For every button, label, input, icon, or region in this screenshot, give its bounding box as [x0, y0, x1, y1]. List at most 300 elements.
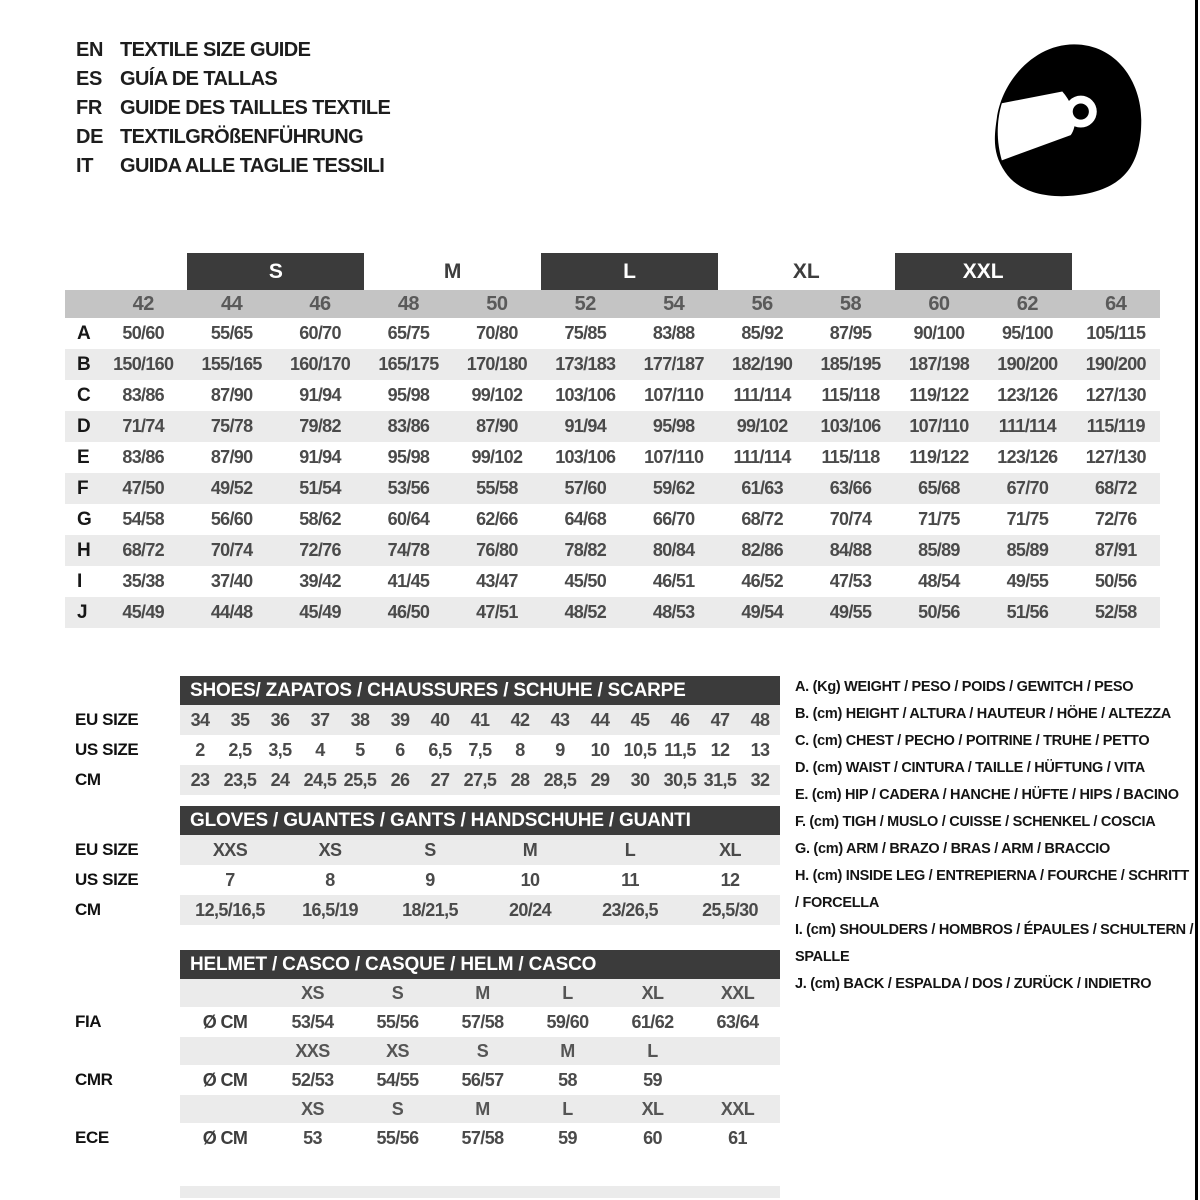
row-label: EU SIZE: [75, 840, 139, 859]
size-value: 5: [355, 740, 365, 760]
size-table-row-g: [65, 504, 1160, 535]
page-title: TEXTILGRÖßENFÜHRUNG: [120, 126, 364, 148]
size-value: 57/58: [461, 1128, 504, 1148]
size-value: 59: [643, 1070, 662, 1090]
size-value: 11: [621, 870, 639, 890]
row-values: [180, 895, 780, 925]
size-value: 182/190: [732, 354, 793, 374]
language-code: FR: [76, 97, 103, 119]
size-value: 48/52: [564, 602, 607, 622]
helmet-size-table: [65, 950, 800, 1153]
language-row: [76, 94, 390, 123]
size-value: 56/57: [461, 1070, 504, 1090]
size-letter: L: [562, 983, 573, 1003]
size-value: 44/48: [210, 602, 253, 622]
size-value: 115/119: [1086, 416, 1145, 436]
size-table-row-c: [65, 380, 1160, 411]
size-value: 10,5: [623, 740, 657, 760]
helmet-table-title: HELMET / CASCO / CASQUE / HELM / CASCO: [180, 950, 780, 979]
size-value: 95/98: [387, 385, 430, 405]
size-value: 57/60: [564, 478, 607, 498]
size-value: 72/76: [1095, 509, 1137, 529]
size-letter: XS: [301, 983, 324, 1003]
size-value: 16,5/19: [302, 900, 358, 920]
size-value: 23/26,5: [602, 900, 658, 920]
standard-label: FIA: [75, 1012, 102, 1031]
size-value: 71/75: [1006, 509, 1049, 529]
size-value: 83/86: [122, 385, 164, 405]
row-label: US SIZE: [75, 740, 139, 759]
size-value: 185/195: [820, 354, 881, 374]
size-value: 111/114: [733, 447, 791, 467]
size-value: 35: [230, 710, 250, 730]
row-values: [180, 1095, 780, 1123]
size-value: 47: [710, 710, 730, 730]
page-title: GUIDA ALLE TAGLIE TESSILI: [120, 155, 385, 177]
size-value: 23,5: [223, 770, 257, 790]
size-value: 65/68: [918, 478, 960, 498]
size-value: 55/65: [210, 323, 253, 343]
size-value: 65/75: [387, 323, 430, 343]
size-table-row-a: [65, 318, 1160, 349]
size-value: 99/102: [471, 385, 523, 405]
size-value: 41/45: [387, 571, 430, 591]
size-value: 111/114: [998, 416, 1056, 436]
size-value: 27: [430, 770, 450, 790]
row-label: CM: [75, 900, 101, 919]
row-label: [65, 979, 180, 1007]
size-value: 47/51: [476, 602, 518, 622]
size-value: 63/66: [829, 478, 872, 498]
size-letter: L: [562, 1099, 573, 1119]
size-value: 28,5: [543, 770, 577, 790]
size-value: 85/89: [1006, 540, 1049, 560]
size-value: 70/74: [829, 509, 872, 529]
size-value: XL: [719, 840, 741, 860]
size-value: XS: [318, 840, 342, 860]
size-value: 190/200: [1085, 354, 1146, 374]
size-value: 66/70: [652, 509, 695, 529]
size-value: 43: [550, 710, 570, 730]
size-value: 78/82: [564, 540, 607, 560]
size-value: 107/110: [644, 385, 704, 405]
size-value: 12: [720, 870, 740, 890]
diameter-unit-label: Ø CM: [202, 1070, 248, 1090]
size-letter: XS: [386, 1041, 409, 1061]
size-value: 105/115: [1086, 323, 1146, 343]
language-row: [76, 36, 390, 65]
language-row: [76, 65, 390, 94]
size-value: 107/110: [909, 416, 969, 436]
bottom-stripe: [180, 1186, 780, 1198]
size-value: 87/90: [210, 385, 253, 405]
size-column-header: 56: [751, 293, 773, 315]
size-column-header: 60: [928, 293, 950, 315]
size-value: 45/49: [299, 602, 341, 622]
row-letter: H: [77, 540, 91, 561]
diameter-unit-label: Ø CM: [202, 1128, 248, 1148]
size-value: 49/55: [829, 602, 872, 622]
size-value: 2,5: [228, 740, 252, 760]
size-value: 99/102: [736, 416, 788, 436]
language-code: DE: [76, 126, 104, 148]
diameter-unit-label: Ø CM: [202, 1012, 248, 1032]
size-table-row-d: [65, 411, 1160, 442]
row-values: [180, 979, 780, 1007]
row-values: [180, 865, 780, 895]
table-row: [65, 735, 800, 765]
size-value: 187/198: [908, 354, 970, 374]
size-value: 53/56: [387, 478, 430, 498]
size-value: 87/90: [476, 416, 518, 436]
row-label: CM: [75, 770, 101, 789]
size-value: 85/92: [741, 323, 783, 343]
table-row: [65, 835, 800, 865]
row-letter: D: [77, 416, 91, 437]
size-value: 170/180: [466, 354, 527, 374]
size-value: 30,5: [663, 770, 697, 790]
row-label: [65, 1037, 180, 1065]
size-value: 7: [225, 870, 235, 890]
size-value: 45: [630, 710, 650, 730]
size-letter: S: [391, 983, 404, 1003]
size-value: 46/51: [652, 571, 695, 591]
row-values: [180, 835, 780, 865]
size-value: 54/58: [122, 509, 164, 529]
shoes-table-body: [65, 705, 800, 795]
size-value: 56/60: [210, 509, 253, 529]
size-value: 39/42: [299, 571, 341, 591]
size-value: 71/74: [122, 416, 164, 436]
shoes-size-table: [65, 676, 800, 795]
size-value: 35/38: [122, 571, 164, 591]
legend-item-i: I. (cm) SHOULDERS / HOMBROS / ÉPAULES / SCHULTERN / SPALLE: [795, 922, 1194, 965]
size-value: 41: [470, 710, 490, 730]
size-value: 39: [390, 710, 410, 730]
size-value: 80/84: [652, 540, 695, 560]
size-value: 6: [395, 740, 405, 760]
legend-item-f: F. (cm) TIGH / MUSLO / CUISSE / SCHENKEL / COSCIA: [795, 814, 1156, 830]
size-value: 62/66: [476, 509, 518, 529]
size-value: 60/64: [387, 509, 430, 529]
size-value: 83/88: [652, 323, 695, 343]
language-row: [76, 152, 390, 181]
size-letter: XS: [301, 1099, 324, 1119]
row-values: [180, 1037, 780, 1065]
legend-item-d: D. (cm) WAIST / CINTURA / TAILLE / HÜFTUNG / VITA: [795, 760, 1145, 776]
size-value: 70/80: [476, 323, 518, 343]
size-letter: XXL: [720, 983, 755, 1003]
size-value: 3,5: [268, 740, 292, 760]
language-title-block: [76, 36, 390, 181]
size-value: 53/54: [291, 1012, 334, 1032]
size-value: 103/106: [555, 385, 616, 405]
size-value: 190/200: [997, 354, 1058, 374]
racing-helmet-icon: [980, 34, 1148, 206]
size-value: 12: [710, 740, 730, 760]
row-letter: C: [77, 385, 91, 406]
size-value: 103/106: [555, 447, 616, 467]
size-value: 83/86: [122, 447, 164, 467]
size-value: 173/183: [555, 354, 616, 374]
size-value: 95/98: [652, 416, 695, 436]
size-letter: XXL: [720, 1099, 755, 1119]
size-value: 10: [590, 740, 610, 760]
legend-item-b: B. (cm) HEIGHT / ALTURA / HAUTEUR / HÖHE / ALTEZZA: [795, 706, 1171, 722]
size-column-header: 64: [1105, 293, 1127, 315]
size-value: 55/56: [376, 1128, 419, 1148]
size-column-header: 50: [486, 293, 508, 315]
size-value: 48/53: [652, 602, 695, 622]
size-value: 67/70: [1006, 478, 1049, 498]
size-value: 6,5: [428, 740, 452, 760]
row-letter: F: [77, 478, 89, 499]
size-column-header: 54: [663, 293, 685, 315]
size-value: 90/100: [913, 323, 965, 343]
size-value: 127/130: [1085, 385, 1146, 405]
language-code: IT: [76, 155, 94, 177]
spacer: [180, 979, 270, 1007]
size-value: 79/82: [299, 416, 341, 436]
size-value: 30: [630, 770, 650, 790]
size-value: 75/78: [210, 416, 253, 436]
size-value: 26: [390, 770, 410, 790]
size-value: 119/122: [909, 447, 969, 467]
size-value: 177/187: [643, 354, 704, 374]
size-value: 10: [520, 870, 540, 890]
size-value: 155/165: [201, 354, 262, 374]
standard-label: CMR: [75, 1070, 113, 1089]
size-value: 37: [310, 710, 330, 730]
size-letter: [695, 1037, 780, 1065]
size-value: 61/62: [631, 1012, 674, 1032]
size-value: 38: [350, 710, 370, 730]
size-value: 59: [558, 1128, 577, 1148]
language-code: EN: [76, 39, 104, 61]
size-value: 44: [590, 710, 610, 730]
legend-item-h: H. (cm) INSIDE LEG / ENTREPIERNA / FOURCHE / SCHRITT / FORCELLA: [795, 868, 1189, 911]
size-value: 55/58: [476, 478, 518, 498]
size-value: [695, 1065, 780, 1095]
size-value: 8: [515, 740, 525, 760]
size-value: 53: [303, 1128, 322, 1148]
size-value: S: [424, 840, 436, 860]
legend-item-a: A. (Kg) WEIGHT / PESO / POIDS / GEWITCH / PESO: [795, 679, 1134, 695]
measurement-legend: [795, 674, 1195, 998]
size-value: 91/94: [299, 385, 341, 405]
size-value: M: [522, 840, 538, 860]
size-value: 49/52: [210, 478, 253, 498]
size-value: 32: [750, 770, 770, 790]
size-value: 23: [190, 770, 210, 790]
size-value: 103/106: [820, 416, 881, 436]
size-letter: XXS: [295, 1041, 330, 1061]
size-value: 13: [750, 740, 770, 760]
size-group-s: S: [187, 253, 364, 290]
row-label: EU SIZE: [75, 710, 139, 729]
row-values: [180, 735, 780, 765]
size-value: 64/68: [564, 509, 607, 529]
size-value: 123/126: [997, 385, 1058, 405]
size-value: 55/56: [376, 1012, 419, 1032]
size-value: 18/21,5: [402, 900, 458, 920]
helmet-standard-row-ece: [65, 1123, 800, 1153]
legend-item-j: J. (cm) BACK / ESPALDA / DOS / ZURÜCK / INDIETRO: [795, 976, 1152, 992]
size-group-m: M: [443, 260, 462, 283]
size-value: 4: [315, 740, 325, 760]
size-letter: M: [475, 983, 490, 1003]
size-value: 70/74: [210, 540, 253, 560]
size-value: 28: [510, 770, 530, 790]
size-value: 75/85: [564, 323, 607, 343]
size-value: 123/126: [997, 447, 1058, 467]
size-value: 50/56: [918, 602, 960, 622]
row-values: [180, 1065, 780, 1095]
spacer: [180, 1037, 270, 1065]
size-table-row-e: [65, 442, 1160, 473]
row-letter: B: [77, 354, 91, 375]
size-value: 2: [195, 740, 205, 760]
size-letter: S: [476, 1041, 489, 1061]
size-value: 20/24: [508, 900, 552, 920]
size-table-row-j: [65, 597, 1160, 628]
table-row: [65, 865, 800, 895]
gloves-table-title: GLOVES / GUANTES / GANTS / HANDSCHUHE / GUANTI: [180, 806, 780, 835]
size-value: 50/60: [122, 323, 164, 343]
size-letter: XL: [641, 983, 664, 1003]
table-row: [65, 705, 800, 735]
language-code: ES: [76, 68, 103, 90]
size-value: 87/91: [1095, 540, 1137, 560]
size-value: 68/72: [122, 540, 164, 560]
size-value: 99/102: [471, 447, 523, 467]
size-value: XXS: [212, 840, 248, 860]
row-values: [180, 1007, 780, 1037]
row-letter: I: [77, 571, 83, 592]
size-value: 63/64: [716, 1012, 759, 1032]
size-value: 111/114: [733, 385, 791, 405]
size-value: 51/54: [299, 478, 341, 498]
size-table-body: [65, 318, 1160, 628]
helmet-size-letter-row: [65, 1037, 800, 1065]
size-value: 9: [425, 870, 435, 890]
size-table-row-f: [65, 473, 1160, 504]
size-value: 91/94: [564, 416, 607, 436]
size-value: 47/50: [122, 478, 164, 498]
size-value: 42: [510, 710, 530, 730]
size-group-xxl: XXL: [895, 253, 1072, 290]
size-table-row-b: [65, 349, 1160, 380]
shoes-table-title: SHOES/ ZAPATOS / CHAUSSURES / SCHUHE / SCARPE: [180, 676, 780, 705]
size-group-header: [65, 250, 1160, 290]
size-value: 115/118: [821, 385, 880, 405]
size-value: 11,5: [664, 740, 696, 760]
size-value: 48/54: [918, 571, 960, 591]
size-value: 46/52: [741, 571, 783, 591]
table-row: [65, 765, 800, 795]
size-value: 7,5: [468, 740, 492, 760]
size-value: 46/50: [387, 602, 430, 622]
size-value: 76/80: [476, 540, 518, 560]
row-letter: A: [77, 323, 91, 344]
size-value: 160/170: [289, 354, 351, 374]
size-value: 150/160: [113, 354, 174, 374]
helmet-table-body: [65, 979, 800, 1153]
size-value: 95/98: [387, 447, 430, 467]
size-value: 82/86: [741, 540, 783, 560]
size-value: 24,5: [303, 770, 337, 790]
header-spacer: [65, 290, 99, 318]
size-value: 59/62: [652, 478, 695, 498]
size-value: 87/90: [210, 447, 253, 467]
size-value: 85/89: [918, 540, 960, 560]
helmet-standard-row-cmr: [65, 1065, 800, 1095]
size-column-header: 62: [1016, 293, 1038, 315]
size-value: 57/58: [461, 1012, 504, 1032]
size-value: 8: [325, 870, 335, 890]
size-letter: S: [391, 1099, 404, 1119]
size-value: 59/60: [546, 1012, 589, 1032]
size-value: 52/58: [1095, 602, 1137, 622]
size-value: 60/70: [299, 323, 341, 343]
garment-size-table: [65, 250, 1160, 628]
size-value: 29: [590, 770, 610, 790]
size-value: 43/47: [476, 571, 518, 591]
size-value: 54/55: [376, 1070, 419, 1090]
legend-item-e: E. (cm) HIP / CADERA / HANCHE / HÜFTE / HIPS / BACINO: [795, 787, 1179, 803]
size-letter: M: [475, 1099, 490, 1119]
size-value: 36: [270, 710, 290, 730]
spacer: [180, 1095, 270, 1123]
size-value: 72/76: [299, 540, 341, 560]
page-title: GUÍA DE TALLAS: [120, 68, 278, 90]
gloves-size-table: [65, 806, 800, 925]
row-label: [65, 1095, 180, 1123]
row-values: [180, 705, 780, 735]
row-values: [180, 1123, 780, 1153]
size-value: 60: [643, 1128, 662, 1148]
size-column-header: 42: [132, 293, 154, 315]
size-value: 115/118: [821, 447, 880, 467]
size-value: 51/56: [1006, 602, 1049, 622]
size-value: 84/88: [829, 540, 872, 560]
helmet-size-letter-row: [65, 1095, 800, 1123]
size-value: 48: [750, 710, 770, 730]
page-title: TEXTILE SIZE GUIDE: [120, 39, 311, 61]
row-label: US SIZE: [75, 870, 139, 889]
size-value: 47/53: [829, 571, 872, 591]
legend-item-c: C. (cm) CHEST / PECHO / POITRINE / TRUHE / PETTO: [795, 733, 1150, 749]
size-value: 165/175: [378, 354, 439, 374]
size-value: 37/40: [210, 571, 253, 591]
gloves-table-body: [65, 835, 800, 925]
size-table-row-h: [65, 535, 1160, 566]
numeric-size-header-row: [65, 290, 1160, 318]
size-value: L: [624, 840, 636, 860]
size-value: 68/72: [1095, 478, 1137, 498]
size-value: 61/63: [741, 478, 783, 498]
size-value: 25,5/30: [702, 900, 758, 920]
page-title: GUIDE DES TAILLES TEXTILE: [120, 97, 391, 119]
size-column-header: 46: [309, 293, 331, 315]
size-value: 87/95: [829, 323, 872, 343]
helmet-size-letter-row: [65, 979, 800, 1007]
size-value: 45/49: [122, 602, 164, 622]
standard-label: ECE: [75, 1128, 109, 1147]
size-letter: L: [647, 1041, 658, 1061]
size-column-header: 44: [220, 293, 243, 315]
size-value: 49/54: [741, 602, 783, 622]
